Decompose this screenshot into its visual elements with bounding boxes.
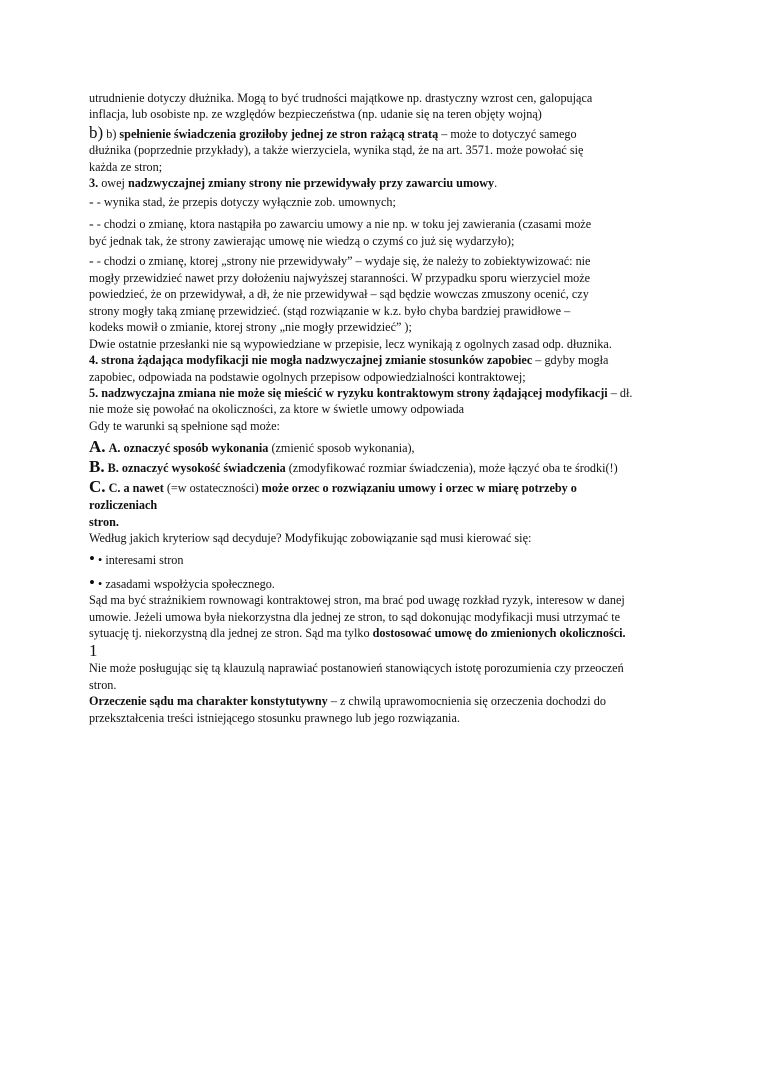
text-line: nie może się powołać na okoliczności, za ktore w świetle umowy odpowiada <box>89 402 464 417</box>
text-line: inflacja, lub osobiste np. ze względów bezpieczeństwa (np. udanie się na teren objęty wojną) <box>89 107 542 122</box>
text-span: owej <box>98 176 128 191</box>
dash-marker: - <box>89 216 94 232</box>
text-line: Dwie ostatnie przesłanki nie są wypowiedziane w przepisie, lecz wynikają z ogolnych zasad odp. dłuznika. <box>89 336 612 351</box>
text-span: sytuację tj. niekorzystną dla jednej ze stron. Sąd ma tylko <box>89 625 373 640</box>
bold-text: 5. nadzwyczajna zmiana nie może się mieścić w ryzyku kontraktowym strony żądającej modyfikacji <box>89 385 608 400</box>
bold-text: rozliczeniach <box>89 498 158 513</box>
text-line <box>89 514 674 530</box>
text-line: utrudnienie dotyczy dłużnika. Mogą to być trudności majątkowe np. drastyczny wzrost cen, galopująca <box>89 91 593 105</box>
text-line: powiedzieć, że on przewidywał, a dł, że nie przewidywał – sąd będzie wowczas zmuszony ocenić, czy <box>89 287 589 302</box>
text-line <box>89 457 674 477</box>
text-line <box>89 194 674 211</box>
text-span: – gdyby mogła <box>532 353 609 368</box>
text-span: - chodzi o zmianę, ktorej „strony nie przewidywały” – wydaje się, że należy to zobiektywizować: nie <box>93 253 591 268</box>
bold-text: C. a nawet <box>108 481 164 496</box>
text-span: - wynika stad, że przepis dotyczy wyłącznie zob. umownych; <box>93 195 396 210</box>
text-line: kodeks mowił o zmianie, ktorej strony „nie mogły przewidzieć” ); <box>89 320 412 335</box>
text-line: Nie może posługując się tą klauzulą naprawiać postanowień stanowiących istotę porozumienia czy przeoczeń <box>89 661 624 676</box>
text-line: strony mogły taką zmianę przewidzieć. (stąd rozwiązanie w k.z. było chyba bardziej prawidłowe – <box>89 303 571 318</box>
bold-text: B. oznaczyć wysokość świadczenia <box>107 461 286 476</box>
text-line: Sąd ma być strażnikiem rownowagi kontraktowej stron, ma brać pod uwagę rozkład ryzyk, interesow w danej <box>89 593 625 608</box>
bullet-icon: • <box>89 549 95 569</box>
document-page <box>89 90 674 726</box>
text-line: dłużnika (poprzednie przykłady), a także wierzyciela, wynika stąd, że na art. 3571. może powołać się <box>89 143 584 158</box>
list-item <box>89 573 674 592</box>
text-span: (zmienić sposob wykonania), <box>268 441 415 456</box>
list-marker: B. <box>89 457 105 477</box>
text-span: (=w ostateczności) <box>163 481 262 496</box>
text-line <box>89 253 674 270</box>
text-span: – może to dotyczyć samego <box>438 126 577 141</box>
list-number: 3. <box>89 176 99 191</box>
list-marker: C. <box>89 477 106 497</box>
bold-text: stron. <box>89 514 119 529</box>
text-line: każda ze stron; <box>89 159 163 174</box>
bold-text: 4. strona żądająca modyfikacji nie mogła nadzwyczajnej zmianie stosunków zapobiec <box>89 353 533 368</box>
text-line <box>89 693 674 709</box>
bold-text: A. oznaczyć sposób wykonania <box>108 441 269 456</box>
text-line: umowie. Jeżeli umowa była niekorzystna dla jednej ze stron, to sąd dokonując modyfikacji musi utrzymać te <box>89 609 621 624</box>
bold-text: spełnienie świadczenia groziłoby jednej ze stron rażącą stratą <box>119 126 439 141</box>
text-line <box>89 477 674 497</box>
footnote-marker: 1 <box>89 641 98 661</box>
dash-marker: - <box>89 253 94 269</box>
text-line <box>89 216 674 233</box>
text-span: b) <box>106 126 117 141</box>
text-line <box>89 385 674 401</box>
bold-text: dostosować umowę do zmienionych okoliczności. <box>372 625 626 640</box>
bold-text: Orzeczenie sądu ma charakter konstytutywny <box>89 694 328 709</box>
text-span: (zmodyfikować rozmiar świadczenia), może łączyć oba te środki(!) <box>285 461 618 476</box>
text-line <box>89 437 674 457</box>
text-line: przekształcenia treści istniejącego stosunku prawnego lub jego rozwiązania. <box>89 710 460 725</box>
bold-text: może orzec o rozwiązaniu umowy i orzec w miarę potrzeby o <box>261 481 577 496</box>
text-span: . <box>494 176 498 191</box>
text-line: mogły przewidzieć nawet przy dołożeniu najwyższej staranności. W przypadku sporu wierzyciel może <box>89 271 591 286</box>
text-line <box>89 625 674 641</box>
text-line: Według jakich kryteriow sąd decyduje? Modyfikując zobowiązanie sąd musi kierować się: <box>89 530 532 545</box>
text-line: stron. <box>89 677 117 692</box>
bullet-icon: • <box>89 572 95 592</box>
list-marker: b) <box>89 122 104 142</box>
text-span: • zasadami wspołżycia społecznego. <box>98 576 275 591</box>
text-line: być jednak tak, że strony zawierając umowę nie wiedzą o czymś co już się wydarzyło); <box>89 234 515 249</box>
text-line <box>89 497 674 513</box>
text-line: zapobiec, odpowiada na podstawie ogolnych przepisow odpowiedzialności kontraktowej; <box>89 369 526 384</box>
dash-marker: - <box>89 195 94 211</box>
text-line <box>89 123 674 142</box>
text-line <box>89 352 674 368</box>
text-span: – dł. <box>607 385 633 400</box>
text-span: - chodzi o zmianę, ktora nastąpiła po zawarciu umowy a nie np. w toku jej zawierania (czasami może <box>93 216 592 231</box>
list-marker: A. <box>89 437 106 457</box>
list-item <box>89 549 674 568</box>
text-span: • interesami stron <box>98 553 184 568</box>
text-line: Gdy te warunki są spełnione sąd może: <box>89 418 280 433</box>
bold-text: nadzwyczajnej zmiany strony nie przewidywały przy zawarciu umowy <box>127 176 495 191</box>
text-span: – z chwilą uprawomocnienia się orzeczenia dochodzi do <box>327 694 606 709</box>
text-line <box>89 175 674 191</box>
